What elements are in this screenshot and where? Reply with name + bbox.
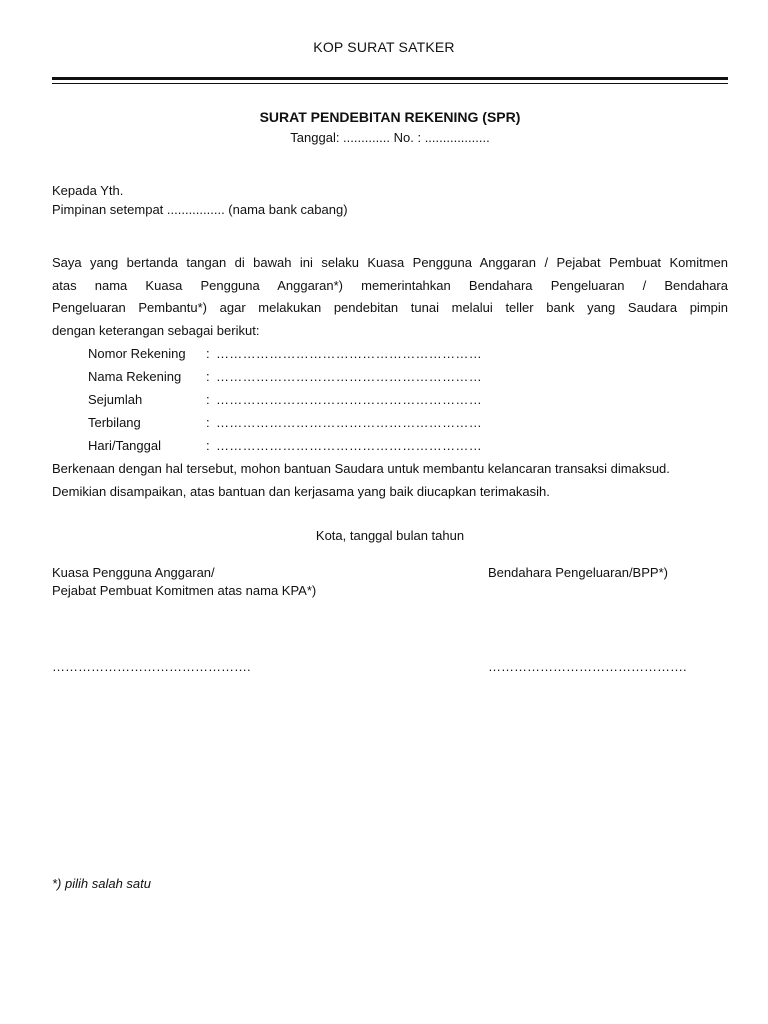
field-colon: : <box>206 415 210 430</box>
body-line: atas nama Kuasa Pengguna Anggaran*) memerintahkan Bendahara Pengeluaran / Bendahara <box>52 277 728 293</box>
field-blank: …………………………………………………… <box>216 438 482 453</box>
field-blank: …………………………………………………… <box>216 369 482 384</box>
signer-left-subtitle: Pejabat Pembuat Komitmen atas nama KPA*) <box>52 583 317 598</box>
letterhead-thick-rule <box>52 77 728 80</box>
signer-right-title: Bendahara Pengeluaran/BPP*) <box>488 565 668 580</box>
signature-line-left: ………………………………………. <box>52 659 251 674</box>
signer-left-title: Kuasa Pengguna Anggaran/ <box>52 565 215 580</box>
letter-title: SURAT PENDEBITAN REKENING (SPR) <box>259 109 521 125</box>
field-colon: : <box>206 392 210 407</box>
field-label: Nama Rekening <box>88 369 182 384</box>
place-date: Kota, tanggal bulan tahun <box>315 528 465 543</box>
field-blank: …………………………………………………… <box>216 415 482 430</box>
signature-line-right: ………………………………………. <box>488 659 687 674</box>
recipient-salutation: Kepada Yth. <box>52 183 124 198</box>
closing-thanks: Demikian disampaikan, atas bantuan dan kerjasama yang baik diucapkan terimakasih. <box>52 484 550 499</box>
field-colon: : <box>206 346 210 361</box>
letterhead-placeholder: KOP SURAT SATKER <box>313 39 455 55</box>
field-colon: : <box>206 438 210 453</box>
field-label: Nomor Rekening <box>88 346 186 361</box>
field-blank: …………………………………………………… <box>216 392 482 407</box>
body-line: Pengeluaran Pembantu*) agar melakukan pendebitan tunai melalui teller bank yang Saudara pimpin <box>52 300 728 315</box>
body-line: Saya yang bertanda tangan di bawah ini selaku Kuasa Pengguna Anggaran / Pejabat Pembuat Komitmen <box>52 255 728 270</box>
letterhead-thin-rule <box>52 83 728 84</box>
field-label: Terbilang <box>88 415 141 430</box>
recipient-name: Pimpinan setempat ................ (nama bank cabang) <box>52 202 348 217</box>
field-label: Hari/Tanggal <box>88 438 161 453</box>
field-colon: : <box>206 369 210 384</box>
date-number-line: Tanggal: ............. No. : .................. <box>290 130 490 145</box>
body-paragraph <box>52 252 728 342</box>
field-label: Sejumlah <box>88 392 143 407</box>
field-blank: …………………………………………………… <box>216 346 482 361</box>
footnote: *) pilih salah satu <box>52 876 151 891</box>
body-line: dengan keterangan sebagai berikut: <box>52 322 260 338</box>
closing-request: Berkenaan dengan hal tersebut, mohon bantuan Saudara untuk membantu kelancaran transaksi dimaksud. <box>52 461 670 476</box>
